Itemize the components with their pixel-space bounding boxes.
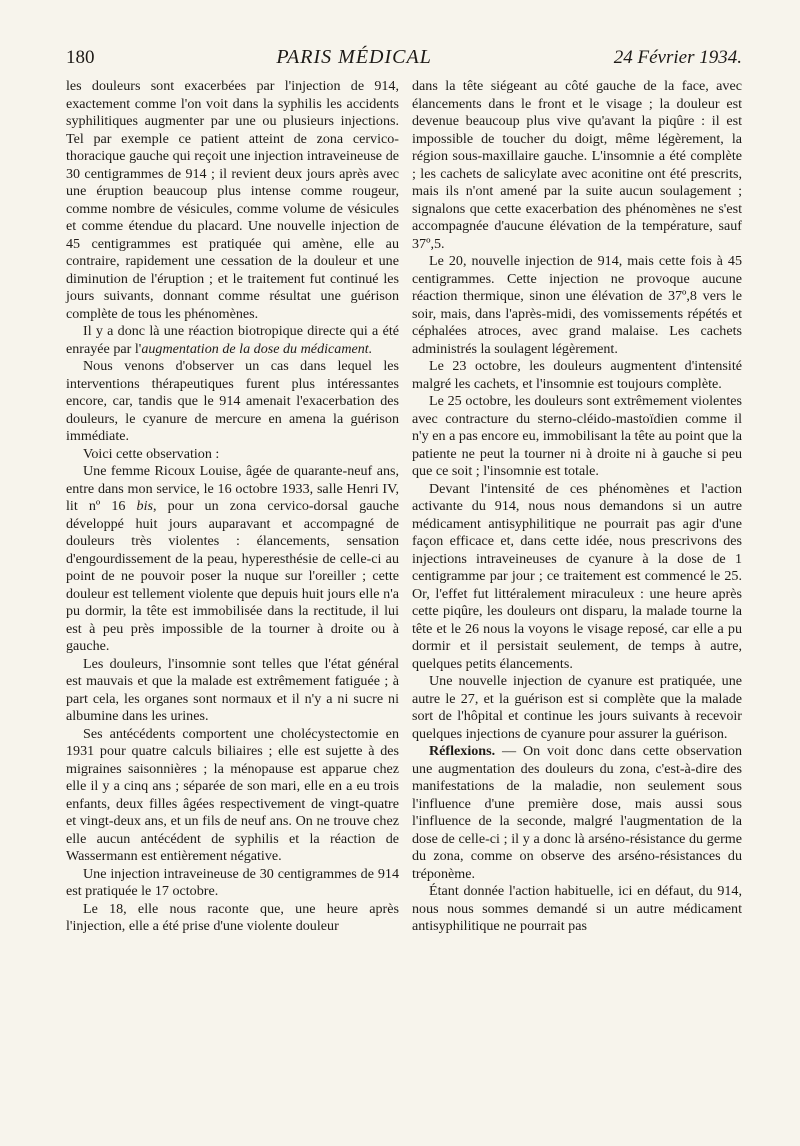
paragraph — [66, 323, 399, 358]
paragraph: Le 25 octobre, les douleurs sont extrêmement violentes avec contracture du sterno-cléido-mastoïdien comme il n'y en a pas encore eu, immobilisant la tête au point que la patiente ne peut la tourner ni à droite ni à gauche si peu que ce soit ; l'insomnie est totale. — [412, 393, 742, 479]
paragraph: Étant donnée l'action habituelle, ici en défaut, du 914, nous nous sommes demandé si un autre médicament antisyphilitique ne pourrait pas — [412, 883, 742, 934]
paragraph: Le 23 octobre, les douleurs augmentent d'intensité malgré les cachets, et l'insomnie est toujours complète. — [412, 358, 742, 392]
left-column — [66, 78, 399, 936]
italic-text: augmentation de la dose du médicament. — [141, 340, 373, 357]
text-run: , pour un zona cervico-dorsal gauche développé huit jours auparavant et accompagné de douleurs très violentes : élancements, sensation d'engourdissement de la peau, hyperesthésie de celle-ci au point de ne pouvoir poser la nuque sur l'oreiller ; cette douleur est tellement violente que depuis huit jours elle n'a pu dormir, la tête est immobilisée dans la rectitude, il lui est à peu près impossible de la tourner à droite ou à gauche. — [66, 498, 400, 654]
paragraph: Le 18, elle nous raconte que, une heure après l'injection, elle a été prise d'une violente douleur — [66, 900, 399, 934]
paragraph: Le 20, nouvelle injection de 914, mais cette fois à 45 centigrammes. Cette injection ne provoque aucune réaction thermique, sinon une élévation de 37º,8 vers le soir, mais, dans l'après-midi, des vomissements répétés et céphalées atroces, avec grand malaise. Les cachets administrés la soulagent légèrement. — [412, 253, 742, 357]
paragraph: dans la tête siégeant au côté gauche de la face, avec élancements dans le front et le visage ; la douleur est devenue beaucoup plus vive qu'avant la piqûre : il est impossible de toucher du doigt, même légèrement, la région sous-maxillaire gauche. L'insomnie a été complète ; les cachets de salicylate avec aconitine ont été prescrits, mais ils n'ont amené par la suite aucun soulagement ; signalons que cette exacerbation des phénomènes ne s'est accompagnée d'aucune élévation de la température, sauf 37º,5. — [412, 78, 742, 252]
paragraph — [412, 743, 742, 883]
text-run: Une femme Ricoux Louise, âgée de quarante-neuf ans, entre dans mon service, le 16 octobre 1933, salle Henri IV, lit nº 16 — [66, 463, 399, 514]
paragraph: Une nouvelle injection de cyanure est pratiquée, une autre le 27, et la guérison est si complète que la malade sort de l'hôpital et continue les jours suivants à recevoir quelques injections de cyanure pour assurer la guérison. — [412, 673, 742, 742]
paragraph: Nous venons d'observer un cas dans lequel les interventions thérapeutiques furent plus intéressantes encore, car, tandis que le 914 amenait l'exacerbation des douleurs, le cyanure de mercure en amena la guérison immédiate. — [66, 358, 399, 444]
paragraph: Les douleurs, l'insomnie sont telles que l'état général est mauvais et que la malade est extrêmement fatiguée ; à part cela, les organes sont normaux et il n'y a ni sucre ni albumine dans les urines. — [66, 655, 399, 724]
paragraph: Devant l'intensité de ces phénomènes et l'action activante du 914, nous nous demandons si un autre médicament antisyphilitique ne pourrait pas agir d'une façon efficace et, dans cette idée, nous prescrivons des injections intraveineuses de cyanure à la dose de 1 centigramme par jour ; ce traitement est commencé le 25. Or, l'effet fut littéralement miraculeux : une heure après cette piqûre, les douleurs ont disparu, la malade tourne la tête et le 26 nous la voyons le visage reposé, car elle a pu dormir et il persistait seulement, de temps à autre, quelques petits élancements. — [412, 480, 742, 672]
paragraph: Voici cette observation : — [83, 445, 220, 462]
text-run: — On voit donc dans cette observation une augmentation des douleurs du zona, c'est-à-dire des manifestations de la maladie, non seulement sous l'influence d'une première dose, mais aussi sous l'influence de la seconde, malgré l'augmentation de la dose de celle-ci ; il y a donc là arséno-résistance du germe du zona, comme on observe des arséno-résistances du tréponème. — [412, 743, 742, 882]
paragraph: Une injection intraveineuse de 30 centigrammes de 914 est pratiquée le 17 octobre. — [66, 865, 399, 899]
text-run: Il y a donc là une réaction biotropique directe qui a été enrayée par l' — [66, 323, 399, 357]
issue-date: 24 Février 1934. — [613, 47, 742, 68]
paragraph — [66, 463, 399, 656]
running-header — [66, 46, 742, 74]
section-heading: Réflexions. — [429, 743, 496, 759]
page-number: 180 — [66, 47, 95, 68]
right-column — [412, 78, 742, 936]
journal-title: PARIS MÉDICAL — [276, 46, 432, 68]
italic-text: bis — [136, 498, 153, 514]
paragraph: Ses antécédents comportent une cholécystectomie en 1931 pour quatre calculs biliaires ; elle est sujette à des migraines saisonnières ; la ménopause est apparue chez elle il y a cinq ans ; séparée de son mari, elle en a eu trois enfants, deux filles âgées respectivement de vingt-quatre et vingt-deux ans, et un fils de neuf ans. On ne trouve chez elle aucun antécédent de syphilis et la réaction de Wassermann est entièrement négative. — [66, 725, 399, 864]
paragraph: les douleurs sont exacerbées par l'injection de 914, exactement comme l'on voit dans la syphilis les accidents syphilitiques augmenter par une ou plusieurs injections. Tel par exemple ce patient atteint de zona cervico-thoracique gauche qui reçoit une injection intraveineuse de 30 centigrammes de 914 ; il revient deux jours après avec une éruption beaucoup plus intense comme rougeur, comme nombre de vésicules, comme volume de vésicules et comme étendue du placard. Une nouvelle injection de 45 centigrammes est pratiquée qui amène, elle au contraire, rapidement une cessation de la douleur et une diminution de l'éruption ; et le traitement fut continué les jours suivants, donnant comme résultat une guérison complète de tous les phénomènes. — [66, 78, 399, 322]
